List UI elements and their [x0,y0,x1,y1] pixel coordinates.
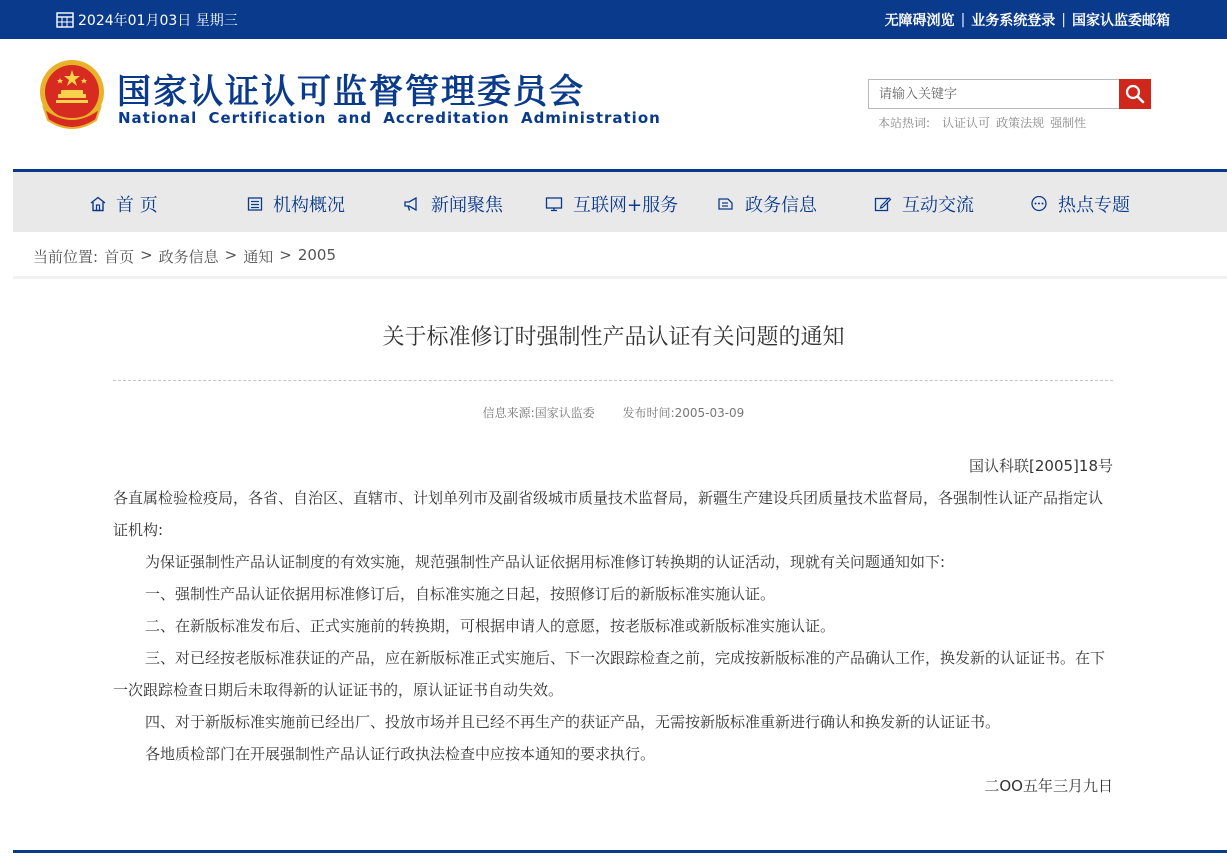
date-display [56,10,238,30]
nav-item-government-info[interactable] [717,191,817,217]
paragraph: 四、对于新版标准实施前已经出厂、投放市场并且已经不再生产的获证产品，无需按新版标准重新进行确认和换发新的认证证书。 [145,713,1001,731]
search-button[interactable] [1119,79,1151,109]
hot-word-link[interactable]: 强制性 [1050,116,1087,130]
document-list-icon [247,196,263,212]
search-box [868,79,1151,109]
breadcrumb-separator: > [140,246,153,264]
title-divider [113,380,1113,381]
breadcrumb-notice[interactable]: 通知 [243,248,274,266]
article-title: 关于标准修订时强制性产品认证有关问题的通知 [382,325,845,350]
search-icon [1125,84,1145,104]
search-input[interactable] [868,79,1120,109]
paragraph: 各地质检部门在开展强制性产品认证行政执法检查中应按本通知的要求执行。 [145,745,656,763]
nav-label: 互动交流 [902,195,974,216]
breadcrumb [33,246,336,267]
nav-label: 政务信息 [745,195,817,216]
top-bar [0,0,1227,39]
breadcrumb-government-info[interactable]: 政务信息 [158,248,219,266]
hot-word-link[interactable]: 政策法规 [996,116,1045,130]
divider [13,276,1227,279]
nav-label: 热点专题 [1058,195,1130,216]
nav-label: 首 页 [116,195,158,216]
site-name-cn: 国家认证认可监督管理委员会 [117,72,585,112]
nav-item-hot-topics[interactable] [1030,191,1130,217]
document-number: 国认科联[2005]18号 [969,457,1113,475]
edit-icon [874,196,892,212]
national-emblem-logo[interactable] [36,58,108,134]
nav-item-interaction[interactable] [874,191,974,217]
nav-label: 新闻聚焦 [431,195,503,216]
main-nav [13,169,1227,232]
article-meta [0,404,1227,421]
business-login-link[interactable]: 业务系统登录 [971,13,1056,29]
nav-label: 机构概况 [273,195,345,216]
breadcrumb-separator: > [224,246,238,264]
article-body [113,450,1113,802]
nav-item-institution[interactable] [247,191,345,217]
recipients: 各直属检验检疫局，各省、自治区、直辖市、计划单列市及副省级城市质量技术监督局，新疆生产建设兵团质量技术监督局，各强制性认证产品指定认证机构: [113,489,1104,539]
date-text: 2024年01月03日 星期三 [78,13,238,29]
government-info-icon [717,196,735,212]
info-source: 信息来源:国家认监委 [482,406,595,420]
link-separator: | [960,12,966,28]
issue-date: 二OO五年三月九日 [984,777,1113,795]
home-icon [90,196,106,212]
nav-item-news[interactable] [403,191,503,217]
paragraph: 为保证强制性产品认证制度的有效实施，规范强制性产品认证依据用标准修订转换期的认证活动，现就有关问题通知如下: [145,553,946,571]
nav-label: 互联网+服务 [573,195,679,216]
hot-words-label: 本站热词: [878,116,931,130]
footer-divider [13,850,1227,853]
top-links [885,10,1170,30]
hot-word-link[interactable]: 认证认可 [942,116,991,130]
breadcrumb-home[interactable]: 首页 [104,248,135,266]
breadcrumb-label: 当前位置: [33,248,99,266]
breadcrumb-year[interactable]: 2005 [297,246,337,264]
chat-bubble-icon [1030,196,1048,212]
accessibility-link[interactable]: 无障碍浏览 [884,13,955,29]
calendar-icon [56,12,74,28]
paragraph: 一、强制性产品认证依据用标准修订后，自标准实施之日起，按照修订后的新版标准实施认证。 [145,585,776,603]
mailbox-link[interactable]: 国家认监委邮箱 [1072,13,1170,29]
breadcrumb-separator: > [279,246,292,264]
megaphone-icon [403,196,421,212]
paragraph: 三、对已经按老版标准获证的产品，应在新版标准正式实施后、下一次跟踪检查之前，完成按新版标准的产品确认工作，换发新的认证证书。在下一次跟踪检查日期后未取得新的认证证书的，原认证证书自动失效。 [113,649,1106,699]
link-separator: | [1061,12,1066,28]
paragraph: 二、在新版标准发布后、正式实施前的转换期，可根据申请人的意愿，按老版标准或新版标准实施认证。 [145,617,836,635]
nav-item-internet-service[interactable] [545,191,678,217]
monitor-icon [545,196,563,212]
publish-time: 发布时间:2005-03-09 [622,406,745,420]
site-name-en: National Certification and Accreditation Administration [118,109,661,127]
hot-words [878,114,1086,131]
nav-item-home[interactable] [90,191,158,217]
